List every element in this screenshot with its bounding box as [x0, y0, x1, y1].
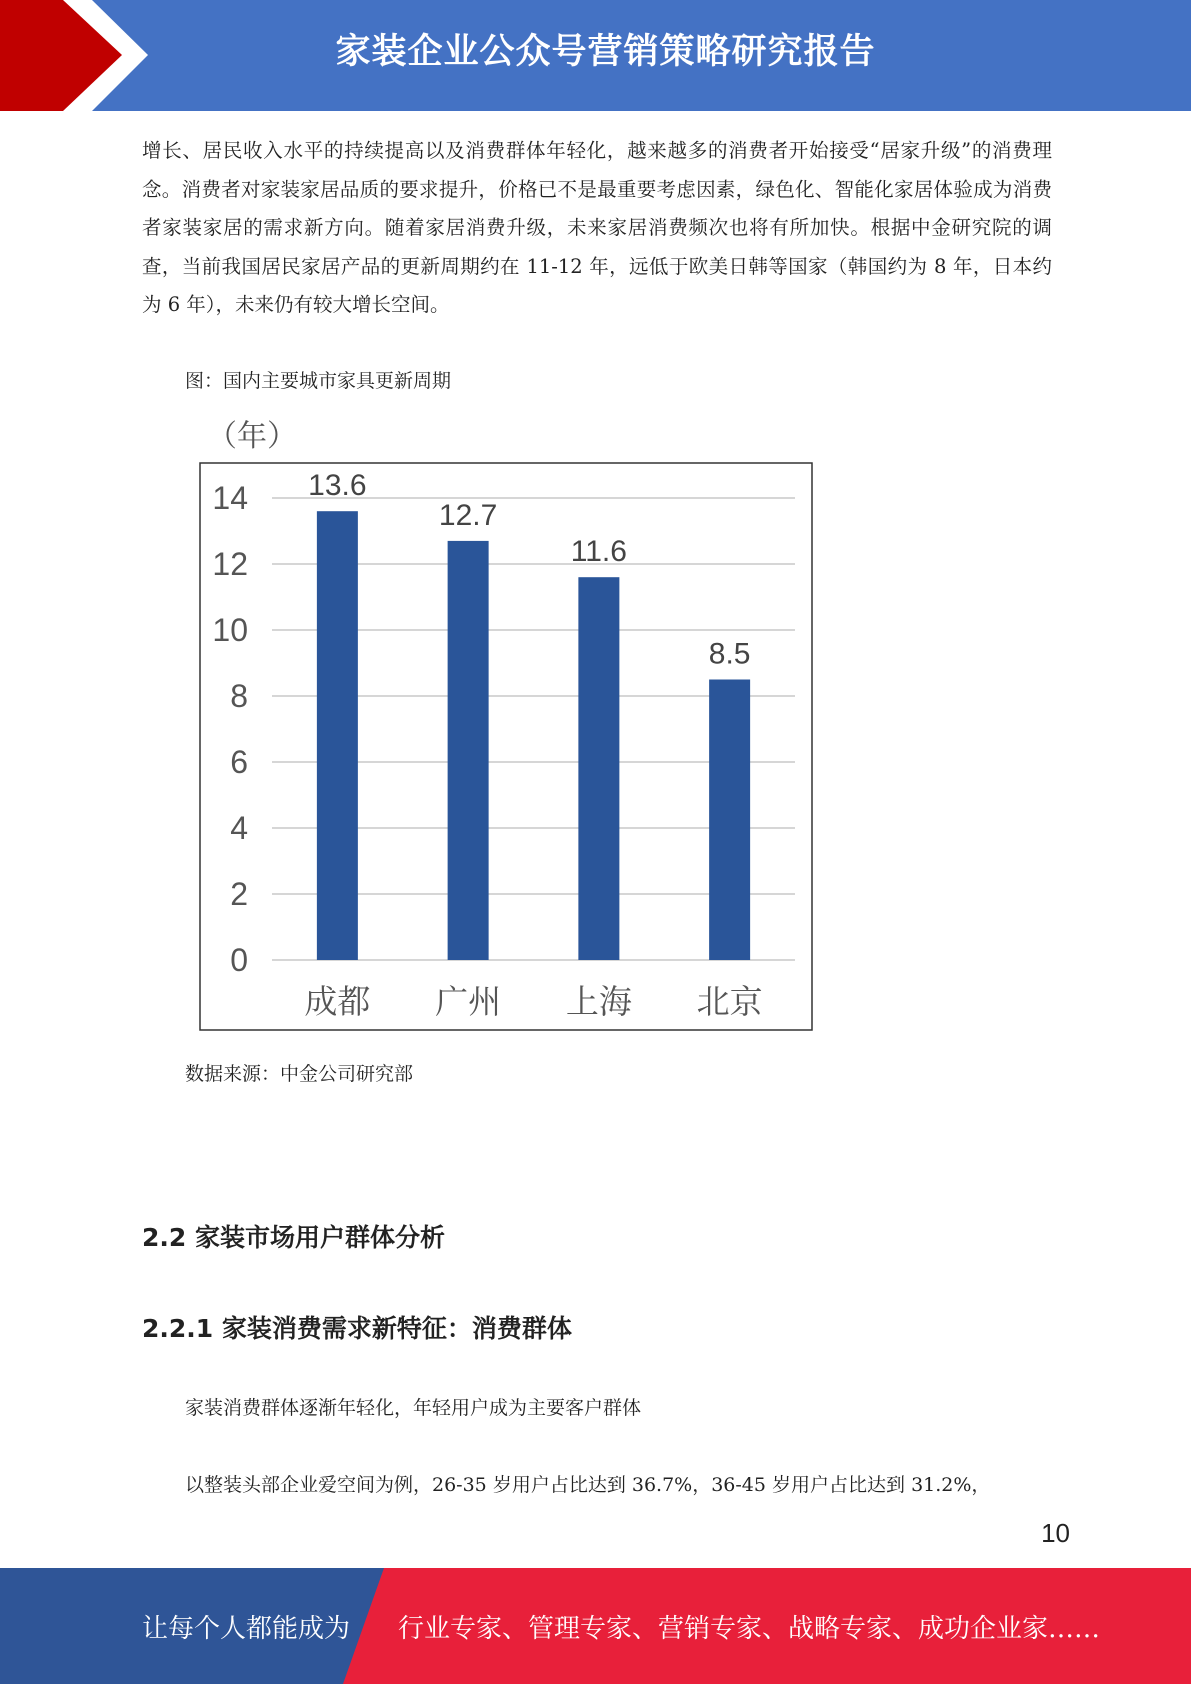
- page-number: 10: [1041, 1518, 1070, 1548]
- footer-slogan-right: 行业专家、管理专家、营销专家、战略专家、成功企业家……: [398, 1614, 1101, 1644]
- bar-3: [578, 577, 619, 960]
- y-tick-label: 6: [230, 744, 248, 780]
- y-axis-unit-label: （年）: [207, 420, 297, 453]
- document-title: 家装企业公众号营销策略研究报告: [335, 32, 876, 72]
- bar-chart: [190, 408, 830, 1038]
- x-category-label: 成都: [304, 983, 371, 1020]
- bar-value-label: 12.7: [438, 498, 498, 532]
- bar-1: [317, 511, 358, 960]
- y-tick-label: 8: [230, 678, 248, 714]
- bar-2: [448, 541, 489, 960]
- sub-paragraph-2: 以整装头部企业爱空间为例，26-35 岁用户占比达到 36.7%，36-45 岁用户占比达到 31.2%，: [185, 1474, 991, 1496]
- y-tick-label: 10: [212, 612, 248, 648]
- section-heading: 2.2 家装市场用户群体分析: [142, 1223, 445, 1252]
- footer-slogan-left: 让每个人都能成为: [142, 1614, 351, 1644]
- bar-value-label: 8.5: [708, 637, 751, 671]
- bar-value-label: 13.6: [308, 469, 367, 503]
- y-tick-label: 12: [212, 546, 248, 582]
- y-tick-label: 0: [230, 942, 248, 978]
- sub-paragraph-1: 家装消费群体逐渐年轻化，年轻用户成为主要客户群体: [185, 1397, 642, 1419]
- x-category-label: 上海: [565, 983, 632, 1020]
- bar-4: [709, 680, 750, 961]
- bar-value-label: 11.6: [570, 535, 627, 569]
- subsection-heading: 2.2.1 家装消费需求新特征：消费群体: [142, 1314, 572, 1343]
- x-category-label: 广州: [435, 983, 502, 1020]
- page-header: [0, 0, 1191, 111]
- source-note: 数据来源：中金公司研究部: [185, 1063, 414, 1085]
- figure-caption: 图：国内主要城市家具更新周期: [185, 370, 452, 392]
- y-tick-label: 14: [212, 480, 248, 516]
- chart-svg: [190, 408, 830, 1038]
- y-tick-label: 2: [230, 876, 248, 912]
- body-paragraph: 增长、居民收入水平的持续提高以及消费群体年轻化，越来越多的消费者开始接受“居家升级”的消费理念。消费者对家装家居品质的要求提升，价格已不是最重要考虑因素，绿色化、智能化家居体验成为消费者家装家居的需求新方向。随着家居消费升级，未来家居消费频次也将有所加快。根据中金研究院的调查，当前我国居民家居产品的更新周期约在 11-12 年，远低于欧美日韩等国家（韩国约为 8 年，日本约为 6 年），未来仍有较大增长空间。: [142, 139, 1052, 316]
- y-tick-label: 4: [230, 810, 248, 846]
- x-category-label: 北京: [696, 983, 763, 1020]
- page-footer: [0, 1568, 1191, 1684]
